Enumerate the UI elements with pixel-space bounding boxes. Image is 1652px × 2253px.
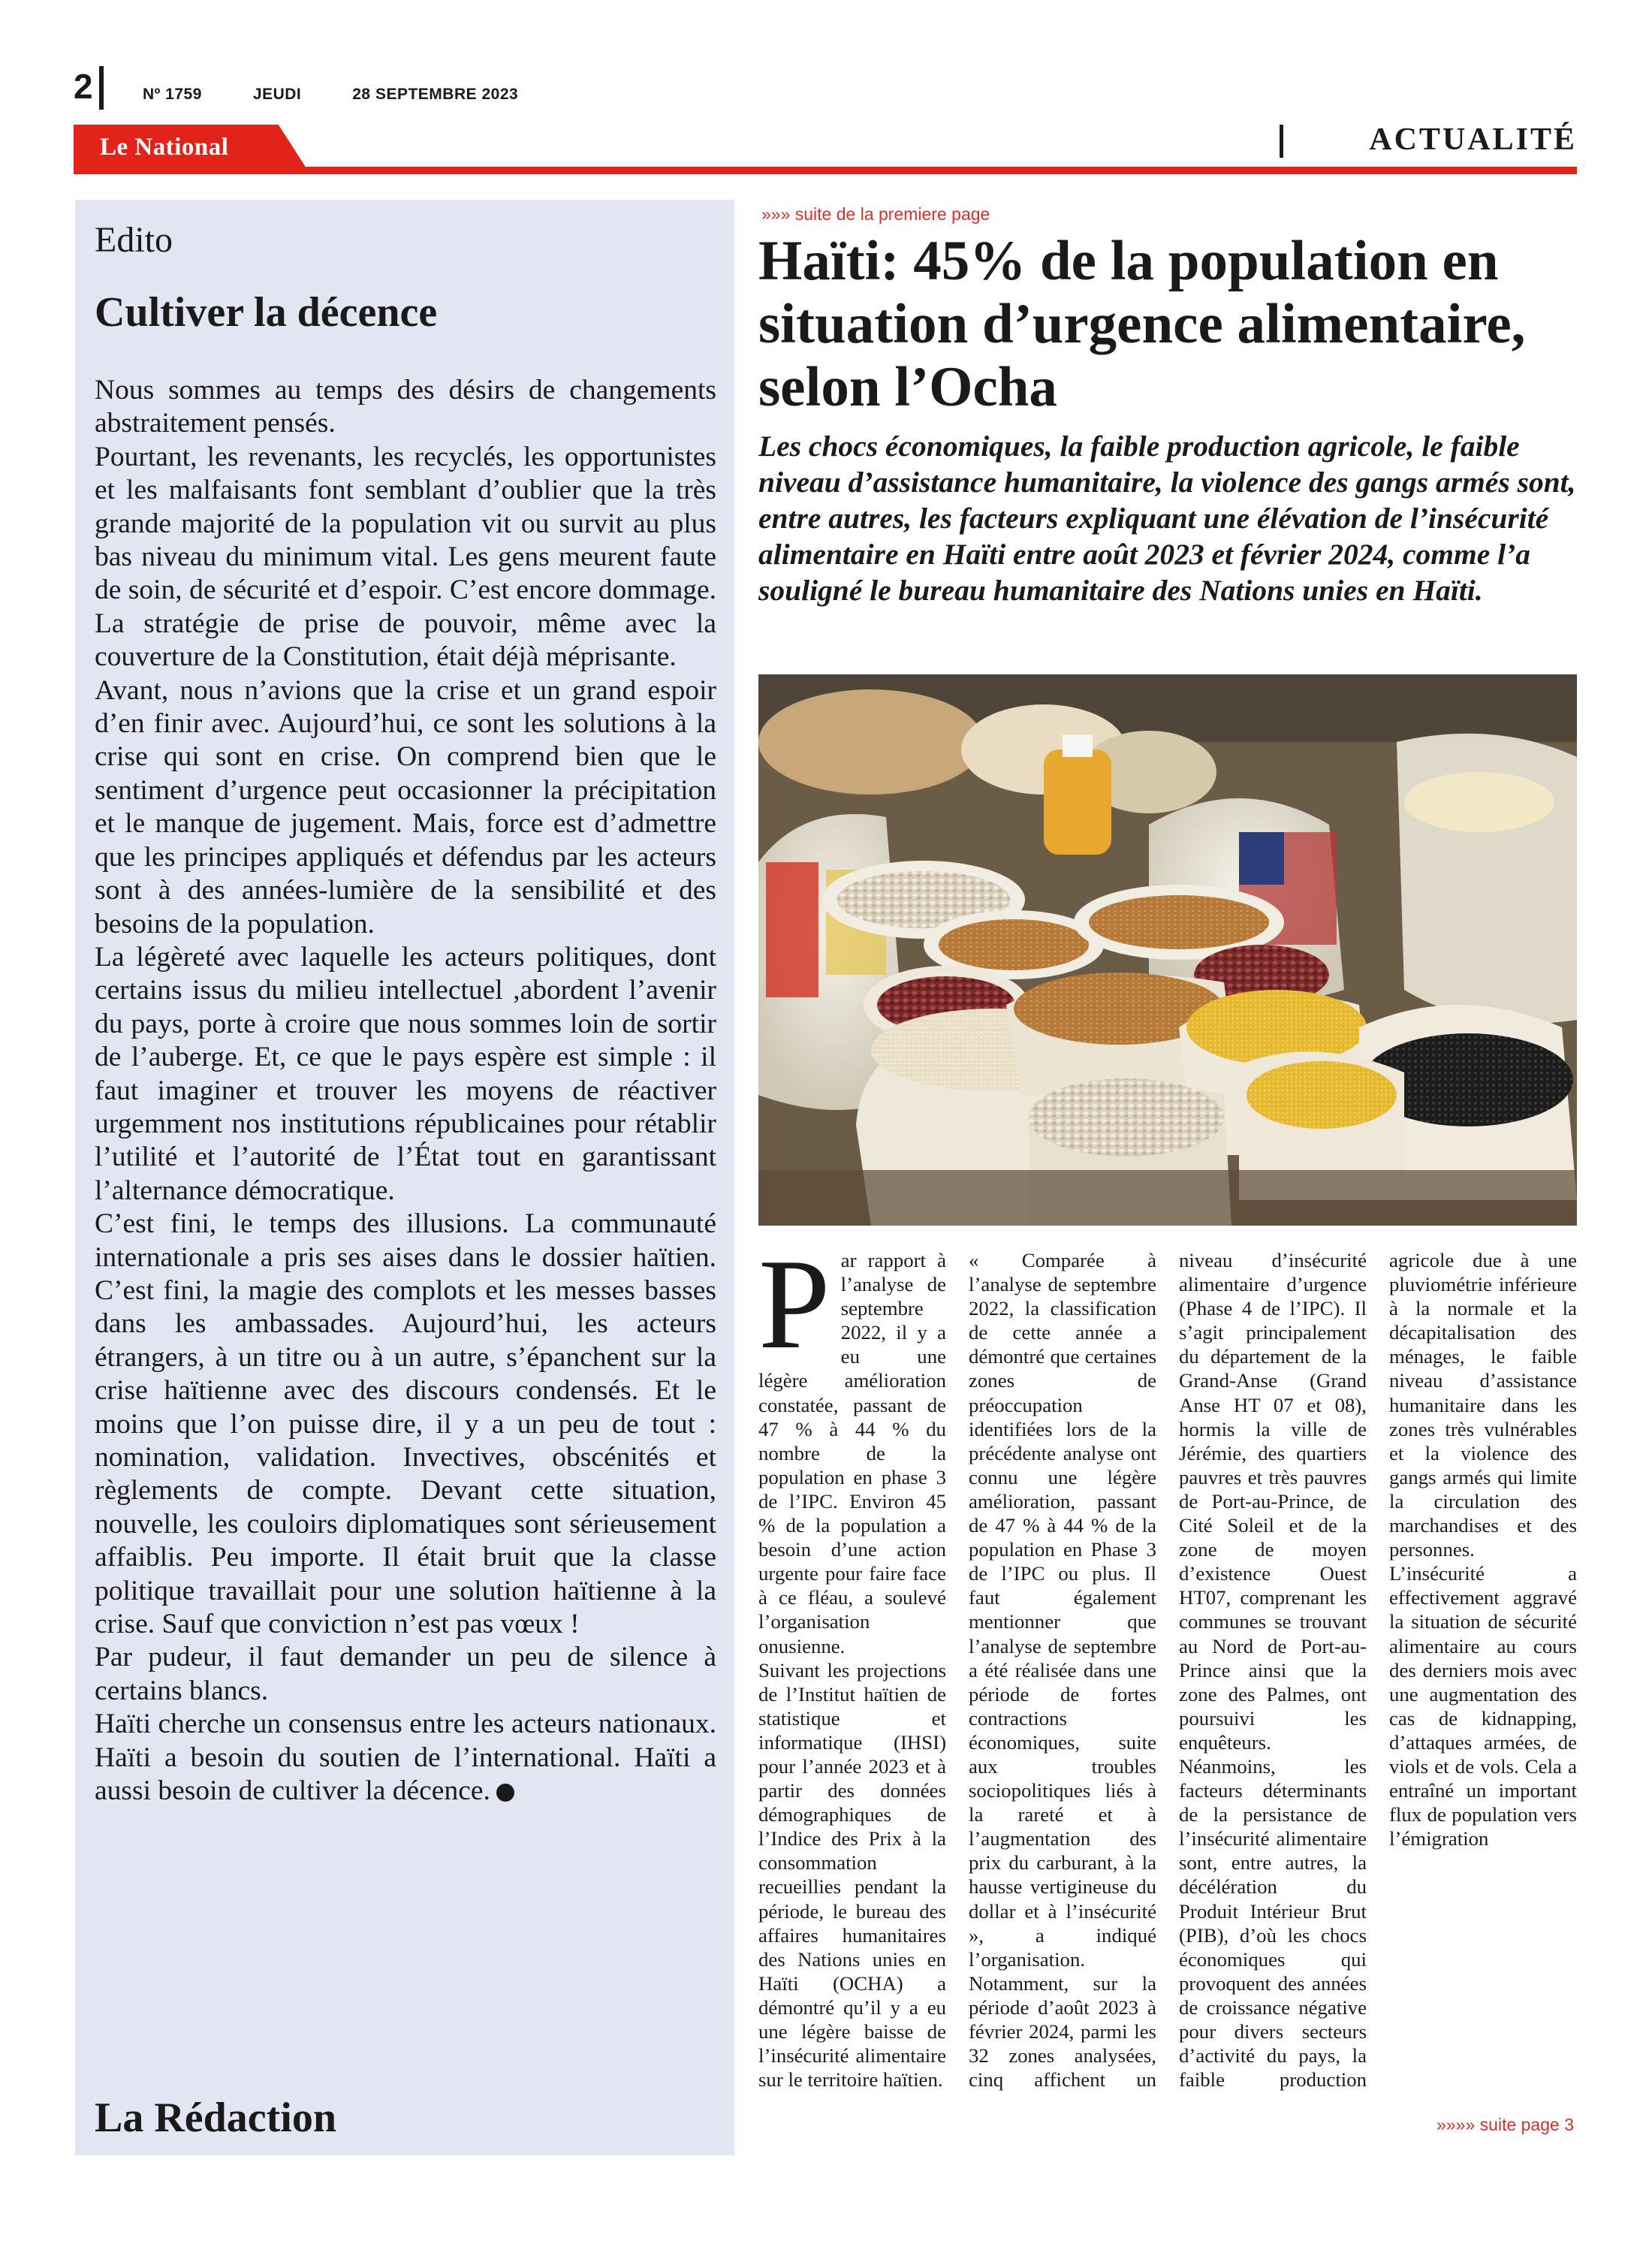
brand-name: Le National bbox=[100, 134, 229, 161]
editorial-label: Edito bbox=[95, 220, 173, 260]
issue-weekday: JEUDI bbox=[252, 86, 302, 103]
issue-meta bbox=[143, 86, 518, 104]
editorial-paragraph: Par pudeur, il faut demander un peu de silence à certains blancs. bbox=[95, 1642, 716, 1706]
market-grain-sacks-image bbox=[758, 674, 1577, 1226]
header-rule bbox=[74, 167, 1577, 174]
section-title: ACTUALITÉ bbox=[1369, 122, 1577, 157]
editorial-paragraph: Nous sommes au temps des désirs de changements abstraitement pensés. bbox=[95, 375, 716, 439]
editorial-paragraph: La légèreté avec laquelle les acteurs politiques, dont certains issus du milieu intellectuel ,abordent l’avenir du pays, porte à croire que nous sommes loin de sortir de l’auberge. Et, ce que le pays espère est simple : il faut imaginer et trouver les moyens de réactiver urgemment nos institutions républicaines pour rétablir l’utilité et l’autorité de l’État tout en garantissant l’alternance démocratique. bbox=[95, 941, 716, 1206]
article-paragraph: L’insécurité a effectivement aggravé la situation de sécurité alimentaire au cours des derniers mois avec une augmentation des cas de kidnapping, d’attaques armées, de viols et de vols. Cela a entraîné un important flux de population vers l’émigration bbox=[1389, 1562, 1577, 1850]
article-paragraph: Néanmoins, les facteurs déterminants de la persistance de l’insécurité alimentaire sont, entre autres, la décélération du Produit Intérieur Brut (PIB), d’où les chocs économiques qui provoquent des années de croissance négative pour divers secteurs d’activité du pays, la faible production agricole due à une pluviométrie inférieure à la normale et la décapitalisation des ménages, le faible niveau d’assistance humanitaire dans les zones très vulnérables et la violence des gangs armés qui limite la circulation des marchandises et des personnes. bbox=[1179, 1249, 1577, 2092]
issue-number: Nº 1759 bbox=[143, 86, 202, 103]
article-kicker: »»» suite de la premiere page bbox=[761, 204, 990, 224]
page-number-divider bbox=[99, 66, 104, 110]
end-mark-icon bbox=[496, 1784, 514, 1802]
editorial-title: Cultiver la décence bbox=[95, 289, 438, 336]
editorial-body bbox=[95, 374, 716, 1808]
article-paragraph: Suivant les projections de l’Institut haïtien de statistique et informatique (IHSI) pour l’année 2023 et à partir des données démographiques de l’Indice des Prix à la consommation recueillies pendant la période, le bureau des affaires humanitaires des Nations unies en Haïti (OCHA) a démontré qu’il y a eu une légère baisse de l’insécurité alimentaire sur le territoire haïtien. bbox=[758, 1658, 946, 2092]
article-paragraph: « Comparée à l’analyse de septembre 2022, la classification de cette année a démontré que certaines zones de préoccupation identifiées lors de la précédente analyse ont connu une légère amélioration, passant de 47 % à 44 % de la population en Phase 3 de l’IPC ou plus. Il faut également mentionner que l’analyse de septembre a été réalisée dans une période de fortes contractions économiques, suite aux troubles sociopolitiques liés à la rareté et à l’augmentation des prix du carburant, à la hausse vertigineuse du dollar et à l’insécurité », a indiqué l’organisation. bbox=[969, 1249, 1156, 1971]
section-divider bbox=[1280, 125, 1283, 158]
editorial-paragraph-text: Haïti cherche un consensus entre les acteurs nationaux. Haïti a besoin du soutien de l’international. Haïti a aussi besoin de cultiver la décence. bbox=[95, 1709, 716, 1807]
editorial-paragraph: C’est fini, le temps des illusions. La communauté internationale a pris ses aises dans le dossier haïtien. C’est fini, la magie des complots et les messes basses dans les ambassades. Aujourd’hui, les acteurs étrangers, à un titre ou à un autre, s’épanchent sur la crise haïtienne avec des discours condensés. Et le moins que l’on puisse dire, il y a un peu de tout : nomination, validation. Invectives, obscénités et règlements de compte. Devant cette situation, nouvelle, les couloirs diplomatiques sont sérieusement affaiblis. Peu importe. Il était bruit que la classe politique travaillait pour une solution haïtienne à la crise. Sauf que conviction n’est pas vœux ! bbox=[95, 1208, 716, 1640]
continuation-link[interactable]: »»»» suite page 3 bbox=[1436, 2115, 1574, 2134]
article-photo bbox=[758, 674, 1577, 1226]
issue-date: 28 SEPTEMBRE 2023 bbox=[352, 86, 519, 103]
article-paragraph: Notamment, sur la période d’août 2023 à février 2024, parmi les 32 zones analysées, cinq affichent un niveau d’insécurité alimentaire d’urgence (Phase 4 de l’IPC). Il s’agit principalement du département de la Grand-Anse (Grand Anse HT 07 et 08), hormis la ville de Jérémie, des quartiers pauvres et très pauvres de Port-au-Prince, de Cité Soleil et de la zone de moyen d’existence Ouest HT07, comprenant les communes se trouvant au Nord de Port-au-Prince ainsi que la zone des Palmes, ont poursuivi les enquêteurs. bbox=[969, 1249, 1367, 2092]
editorial-paragraph: Pourtant, les revenants, les recyclés, les opportunistes et les malfaisants font semblant d’oublier que la très grande majorité de la population vit ou survit au plus bas niveau du minimum vital. Les gens meurent faute de soin, de sécurité et d’espoir. C’est encore dommage. La stratégie de prise de pouvoir, même avec la couverture de la Constitution, était déjà méprisante. bbox=[95, 441, 716, 673]
article-first-paragraph-text: ar rapport à l’analyse de septembre 2022, il y a eu une légère amélioration constatée, passant de 47 % à 44 % du nombre de la population en phase 3 de l’IPC. Environ 45 % de la population a besoin d’une action urgente pour faire face à ce fléau, a soulevé l’organisation onusienne. bbox=[758, 1249, 946, 1657]
editorial-paragraph: Avant, nous n’avions que la crise et un grand espoir d’en finir avec. Aujourd’hui, ce sont les solutions à la crise qui sont en crise. On comprend bien que le sentiment d’urgence peut occasionner la précipitation et le manque de jugement. Mais, force est d’admettre que les principes appliqués et défendus par les acteurs sont à des années-lumière de la sensibilité et des besoins de la population. bbox=[95, 674, 716, 940]
article-headline: Haïti: 45% de la population en situation d’urgence alimentaire, selon l’Ocha bbox=[758, 230, 1526, 418]
article-body bbox=[758, 1233, 1577, 2110]
article-standfirst: Les chocs économiques, la faible production agricole, le faible niveau d’assistance humanitaire, la violence des gangs armés sont, entre autres, les facteurs expliquant une élévation de l’insécurité alimentaire en Haïti entre août 2023 et février 2024, comme l’a souligné le bureau humanitaire des Nations unies en Haïti. bbox=[758, 430, 1576, 607]
editorial-signature: La Rédaction bbox=[95, 2095, 336, 2141]
editorial-paragraph-last bbox=[95, 1708, 716, 1808]
drop-cap: P bbox=[758, 1233, 831, 1376]
article-first-paragraph bbox=[758, 1233, 946, 1658]
page-number: 2 bbox=[74, 67, 93, 106]
